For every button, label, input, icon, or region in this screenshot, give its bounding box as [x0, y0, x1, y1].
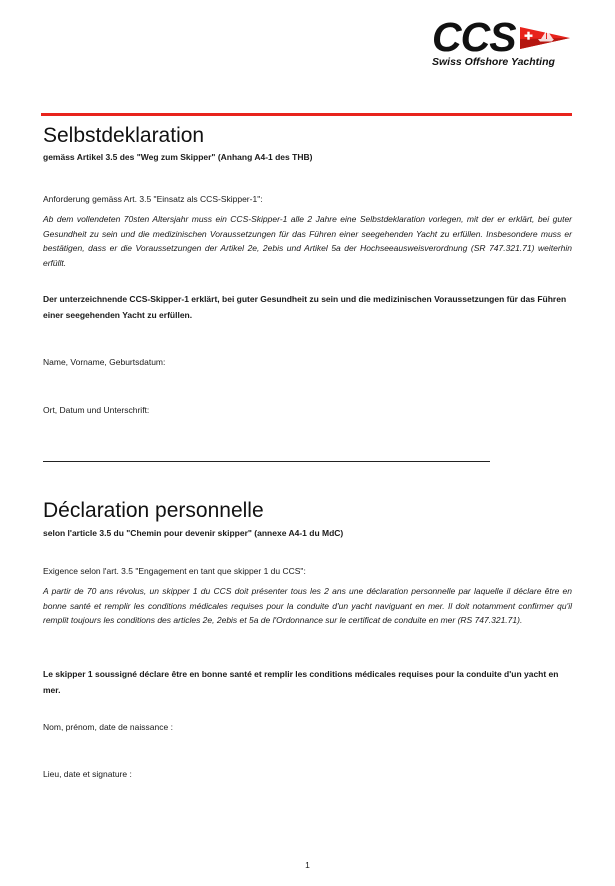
- logo-wordmark: CCS: [432, 14, 516, 60]
- french-field-place-date-signature: Lieu, date et signature :: [43, 769, 132, 779]
- german-paragraph: Ab dem vollendeten 70sten Altersjahr muss ein CCS-Skipper-1 alle 2 Jahre eine Selbstdeklaration vorlegen, mit der er erklärt, bei guter Gesundheit zu sein und die medizinischen Voraussetzungen für das Führen einer seegehenden Yacht zu erfüllen. Insbesondere muss er bestätigen, dass er die Voraussetzungen der Artikel 2e, 2ebis und Artikel 5a der Hochseeausweisverordnung (SR 747.321.71) weiterhin erfüllt.: [43, 214, 572, 268]
- german-field-name: Name, Vorname, Geburtsdatum:: [43, 357, 166, 367]
- french-requirement: Exigence selon l'art. 3.5 "Engagement en tant que skipper 1 du CCS":: [43, 566, 306, 576]
- french-declaration: Le skipper 1 soussigné déclare être en bonne santé et remplir les conditions médicales requises pour la conduite d'un yacht en mer.: [43, 669, 559, 695]
- french-field-name: Nom, prénom, date de naissance :: [43, 722, 173, 732]
- logo-tagline: Swiss Offshore Yachting: [432, 56, 555, 68]
- german-declaration: Der unterzeichnende CCS-Skipper-1 erklärt, bei guter Gesundheit zu sein und die medizinischen Voraussetzungen für das Führen einer seegehenden Yacht zu erfüllen.: [43, 294, 567, 320]
- french-paragraph: A partir de 70 ans révolus, un skipper 1 du CCS doit présenter tous les 2 ans une déclaration personnelle par laquelle il déclare être en bonne santé et remplir les conditions médicales requises pour la conduite d'un yacht naviguant en mer. Il doit notamment confirmer qu'il remplit toujours les conditions des articles 2e, 2ebis et 5a de l'Ordonnance sur le certificat de conduite en mer (RS 747.321.71).: [43, 586, 572, 625]
- german-title: Selbstdeklaration: [43, 124, 205, 147]
- header-red-rule: [41, 113, 572, 116]
- german-subtitle: gemäss Artikel 3.5 des "Weg zum Skipper" (Anhang A4-1 des THB): [43, 152, 313, 162]
- page-number: 1: [305, 860, 310, 870]
- german-requirement: Anforderung gemäss Art. 3.5 "Einsatz als CCS-Skipper-1":: [43, 194, 263, 204]
- german-field-place-date-signature: Ort, Datum und Unterschrift:: [43, 405, 150, 415]
- french-subtitle: selon l'article 3.5 du "Chemin pour devenir skipper" (annexe A4-1 du MdC): [43, 528, 344, 538]
- signature-line: [43, 461, 490, 462]
- french-title: Déclaration personnelle: [43, 499, 264, 522]
- swiss-pennant-logo-icon: [520, 25, 570, 51]
